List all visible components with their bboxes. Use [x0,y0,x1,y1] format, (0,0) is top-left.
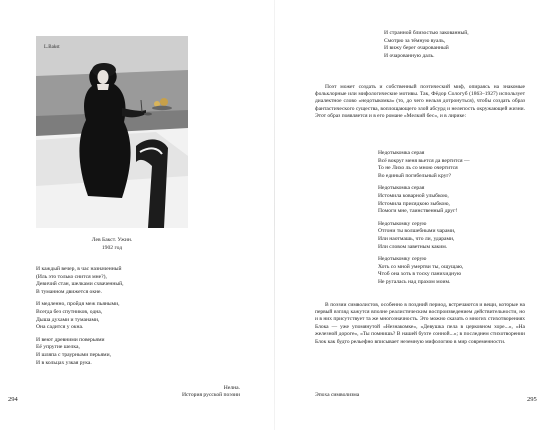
right-poem-continuation [384,30,469,65]
poem-stanza [384,30,469,60]
body-paragraph: В поэзии символистов, особенно в поздний период, встречаются и вещи, которые на первый взгляд кажутся вполне реалистическим воспроизведением действительности, но и в них присутствует та же многозначность. Это можно сказать о многих стихотворениях Блока — уже упомянутой «Незнакомке», «Девушка пела в церковном хоре...», «На железной дороге», «Ты помнишь? В нашей бухте сонной...»; в последнем стихотворении Блок как будто рельефно вписывает неземную мифологию в мир современности. [315,301,525,345]
poem-line: Или словом заветным каким. [378,243,448,250]
poem-stanza [378,150,470,180]
poem-line: И веют древними поверьями [36,336,105,343]
poem-line: То не Лихо ль со мною очертится [378,165,458,172]
poem-line: И очарованную даль. [384,52,435,59]
poem-line: Всё вокруг меня вьется да вертится — [378,157,470,164]
poem-line: В туманном движется окне. [36,288,102,295]
poem-line: И медленно, пройдя меж пьяными, [36,301,120,308]
poem-line: Недотыкомка серая [378,185,425,192]
sologub-poem [378,150,470,292]
poem-signoff: Нелна. [223,385,240,391]
running-footer-right: Эпоха символизма [315,392,360,398]
poem-line: Недотыкомку серую [378,256,427,263]
poem-line: Истомила присядкою зыбкою, [378,200,450,207]
illustration-caption [36,236,188,252]
poem-line: И странной близостью закованный, [384,30,469,36]
poem-stanza [36,266,124,296]
poem-line: И в кольцах узкая рука. [36,359,92,366]
poem-line: Хоть со мной умертви ты, ощущаю, [378,263,464,270]
poem-stanza [36,301,124,331]
painting-illustration [36,36,188,228]
poem-line: Не ругалась над прахом моим. [378,278,451,285]
poem-line: И вижу берег очарованный [384,45,449,52]
poem-line: Истомила коварной улыбкою, [378,192,449,199]
poem-line: Недотыкомка серая [378,150,425,156]
poem-line: Смотрю за тёмную вуаль, [384,37,446,44]
caption-title: Лев Бакст. Ужин. [91,237,133,243]
poem-stanza [378,256,470,286]
left-poem [36,266,124,372]
poem-stanza [378,221,470,251]
poem-line: (Иль это только снится мне?), [36,273,107,280]
page-number-right: 295 [527,396,537,403]
painting-image [36,36,188,228]
poem-line: Девичий стан, шелками схваченный, [36,281,124,288]
poem-stanza [378,185,470,215]
poem-line: Чтоб она хоть в тоску панихидную [378,271,462,278]
poem-line: Всегда без спутников, одна, [36,308,103,315]
poem-line: Дыша духами и туманами, [36,316,100,323]
page-number-left: 294 [8,396,18,403]
body-paragraph: Поэт может создать и собственный поэтический миф, опираясь на знакомые фольклорные или мифологические мотивы. Так, Фёдор Сологуб (1863–1927) использует диалектное слово «недотыкомка» (то, до чего нельзя дотронуться), чтобы создать образ фантастического существа, воплощающего злой абсурд и нелепость окружающей жизни. Этот образ появляется и в его романе «Мелкий бес», и в лирике: [315,83,525,120]
poem-line: Недотыкомку серую [378,220,427,227]
poem-line: Или наотмашь, что ли, ударами, [378,235,455,242]
caption-year: 1902 год [101,245,123,251]
running-footer-left: История русской поэзии [181,392,240,398]
poem-line: Её упругие шелка, [36,344,80,351]
poem-line: Она садится у окна. [36,324,84,331]
painting-signature: L.Bakst [44,45,60,50]
poem-line: Помоги мне, таинственный друг! [378,208,458,215]
poem-line: И шляпа с траурными перьями, [36,351,111,358]
poem-line: Во единый погибельный круг? [378,172,452,179]
poem-line: И каждый вечер, в час назначенный [36,266,122,272]
poem-stanza [36,337,124,367]
poem-line: Отгони ты волшебными чарами, [378,228,456,235]
